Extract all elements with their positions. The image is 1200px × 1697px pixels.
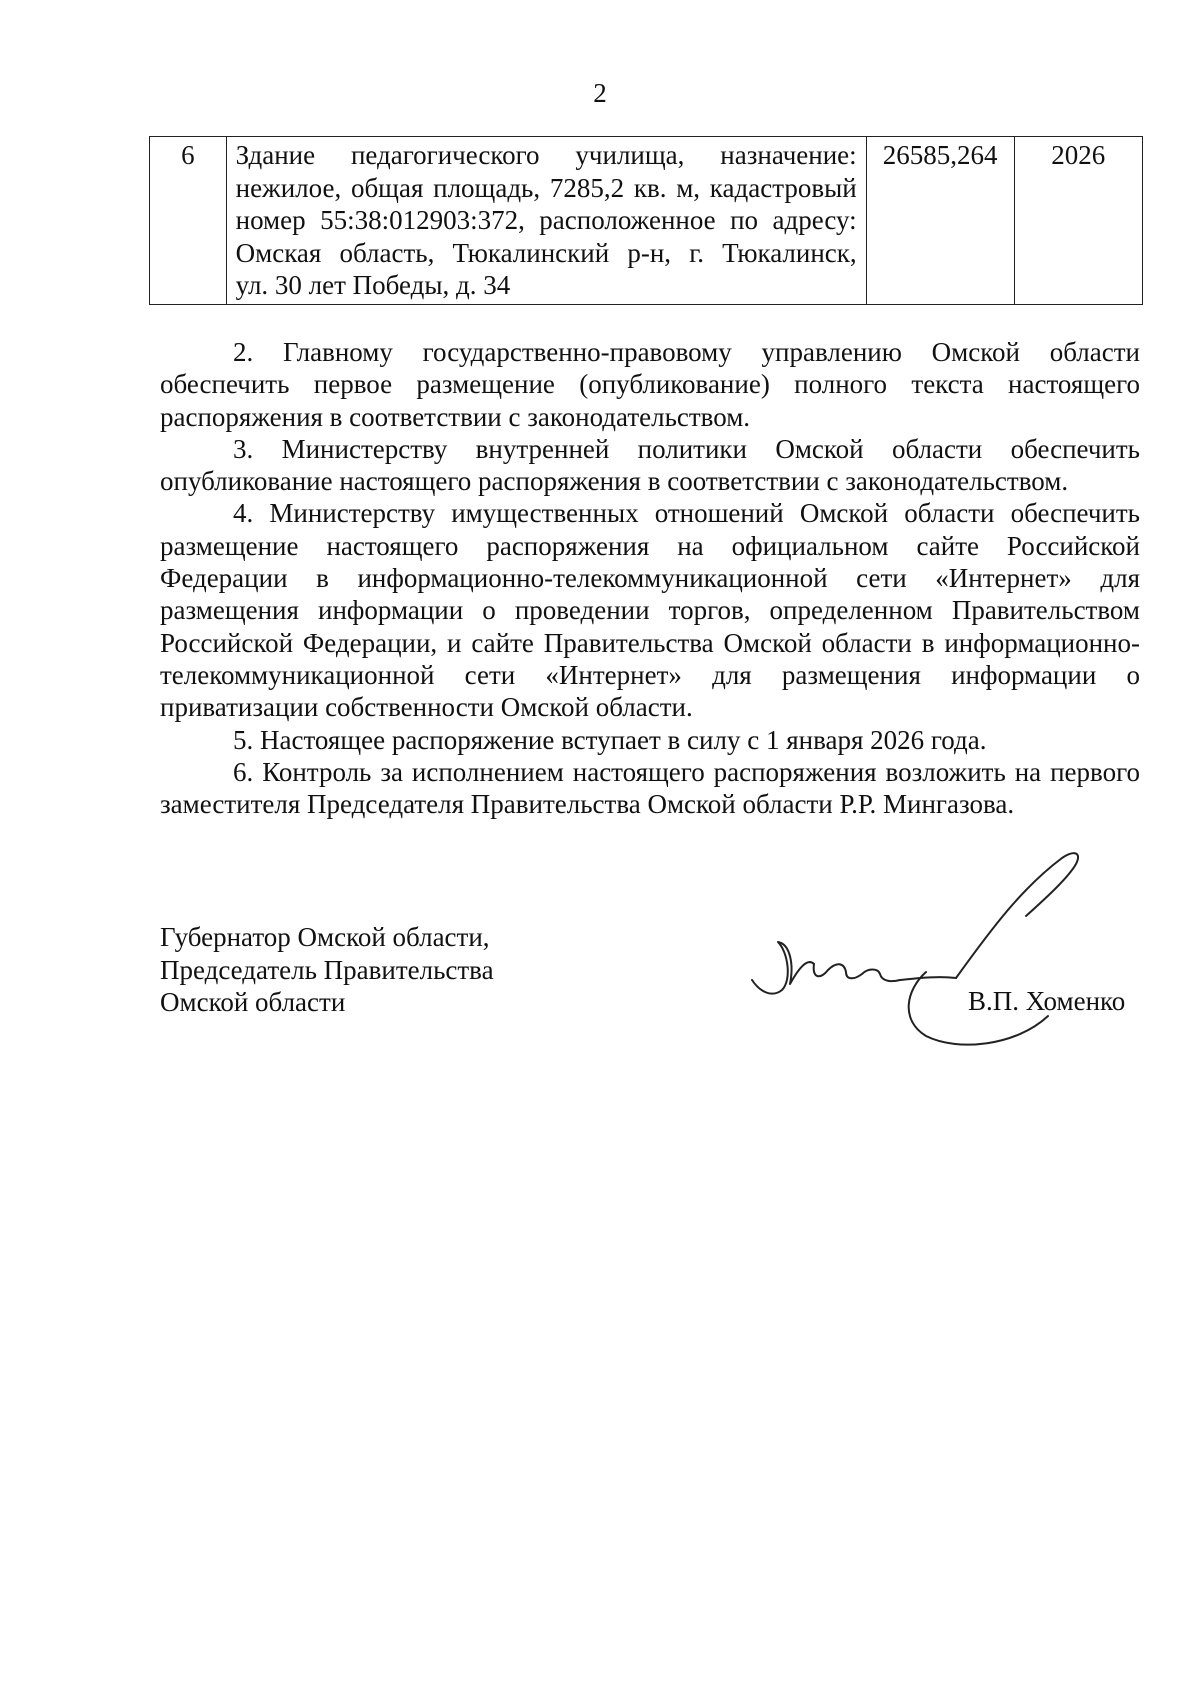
description-line: нежилое, общая площадь, 7285,2 кв. м, кадастровый xyxy=(235,172,857,203)
signatory-title-line: Губернатор Омской области, xyxy=(160,922,490,952)
paragraph-5: 5. Настоящее распоряжение вступает в силу с 1 января 2026 года. xyxy=(233,724,987,755)
paragraph-2: 2. Главному государственно-правовому управлению Омской области обеспечить первое размещение (опубликование) полного текста настоящего распоряжения в соответствии с законодательством. xyxy=(160,337,1140,432)
signatory-name: В.П. Хоменко xyxy=(968,986,1126,1016)
description-line: номер 55:38:012903:372, расположенное по адресу: xyxy=(235,205,857,235)
signatory-title-line: Председатель Правительства xyxy=(160,954,494,985)
paragraph-4: 4. Министерству имущественных отношений Омской области обеспечить размещение настоящего распоряжения на официальном сайте Российской Федерации в информационно-телекоммуникационной сети «Интернет» для размещения информации о проведении торгов, определенном Правительством Российской Федерации, и сайте Правительства Омской области в информационно-телекоммуникационной сети «Интернет» для размещения информации о приватизации собственности Омской области. xyxy=(160,498,1140,723)
property-value: 26585,264 xyxy=(866,137,1014,305)
order-body xyxy=(160,336,1140,820)
description-line: ул. 30 лет Победы, д. 34 xyxy=(235,270,511,300)
signatory-title-line: Омской области xyxy=(160,987,346,1017)
property-year: 2026 xyxy=(1014,137,1142,305)
row-number: 6 xyxy=(150,137,227,305)
page-number: 2 xyxy=(593,78,607,108)
paragraph-6: 6. Контроль за исполнением настоящего распоряжения возложить на первого заместителя Председателя Правительства Омской области Р.Р. Мингазова. xyxy=(160,756,1140,820)
property-table xyxy=(149,136,1143,305)
signatory-title xyxy=(160,921,494,1019)
property-description xyxy=(226,137,866,305)
paragraph-3: 3. Министерству внутренней политики Омской области обеспечить опубликование настоящего распоряжения в соответствии с законодательством. xyxy=(160,433,1140,497)
table-row xyxy=(150,137,1143,305)
handwritten-signature xyxy=(730,840,1130,1050)
description-line: Здание педагогического училища, назначение: xyxy=(235,140,857,170)
description-line: Омская область, Тюкалинский р-н, г. Тюкалинск, xyxy=(235,237,857,268)
